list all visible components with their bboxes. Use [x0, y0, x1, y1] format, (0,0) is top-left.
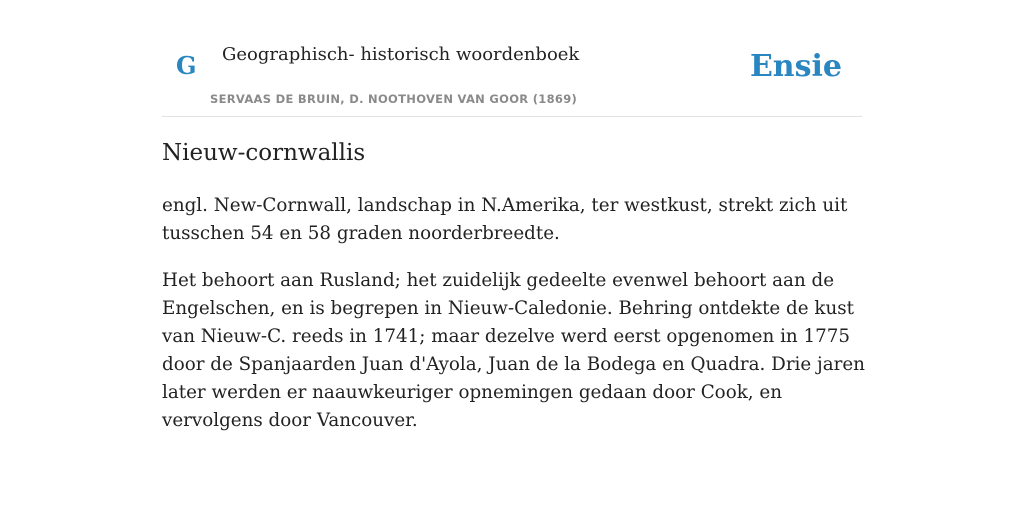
book-title[interactable]: Geographisch- historisch woordenboek	[222, 44, 580, 65]
book-logo-letter[interactable]: G	[176, 51, 197, 80]
entry-body	[162, 192, 866, 454]
entry-title: Nieuw-cornwallis	[162, 140, 366, 166]
entry-paragraph: Het behoort aan Rusland; het zuidelijk gedeelte evenwel behoort aan de Engelschen, en is begrepen in Nieuw-Caledonie. Behring ontdekte de kust van Nieuw-C. reeds in 1741; maar dezelve werd eerst opgenomen in 1775 door de Spanjaarden Juan d'Ayola, Juan de la Bodega en Quadra. Drie jaren later werden er naauwkeuriger opnemingen gedaan door Cook, en vervolgens door Vancouver.	[162, 270, 865, 431]
page-container	[162, 0, 865, 431]
book-header	[162, 0, 862, 117]
entry-paragraph: engl. New-Cornwall, landschap in N.Amerika, ter westkust, strekt zich uit tusschen 54 en 58 graden noorderbreedte.	[162, 195, 848, 244]
ensie-logo-link[interactable]: Ensie	[749, 49, 842, 84]
book-authors: SERVAAS DE BRUIN, D. NOOTHOVEN VAN GOOR (1869)	[210, 92, 578, 106]
